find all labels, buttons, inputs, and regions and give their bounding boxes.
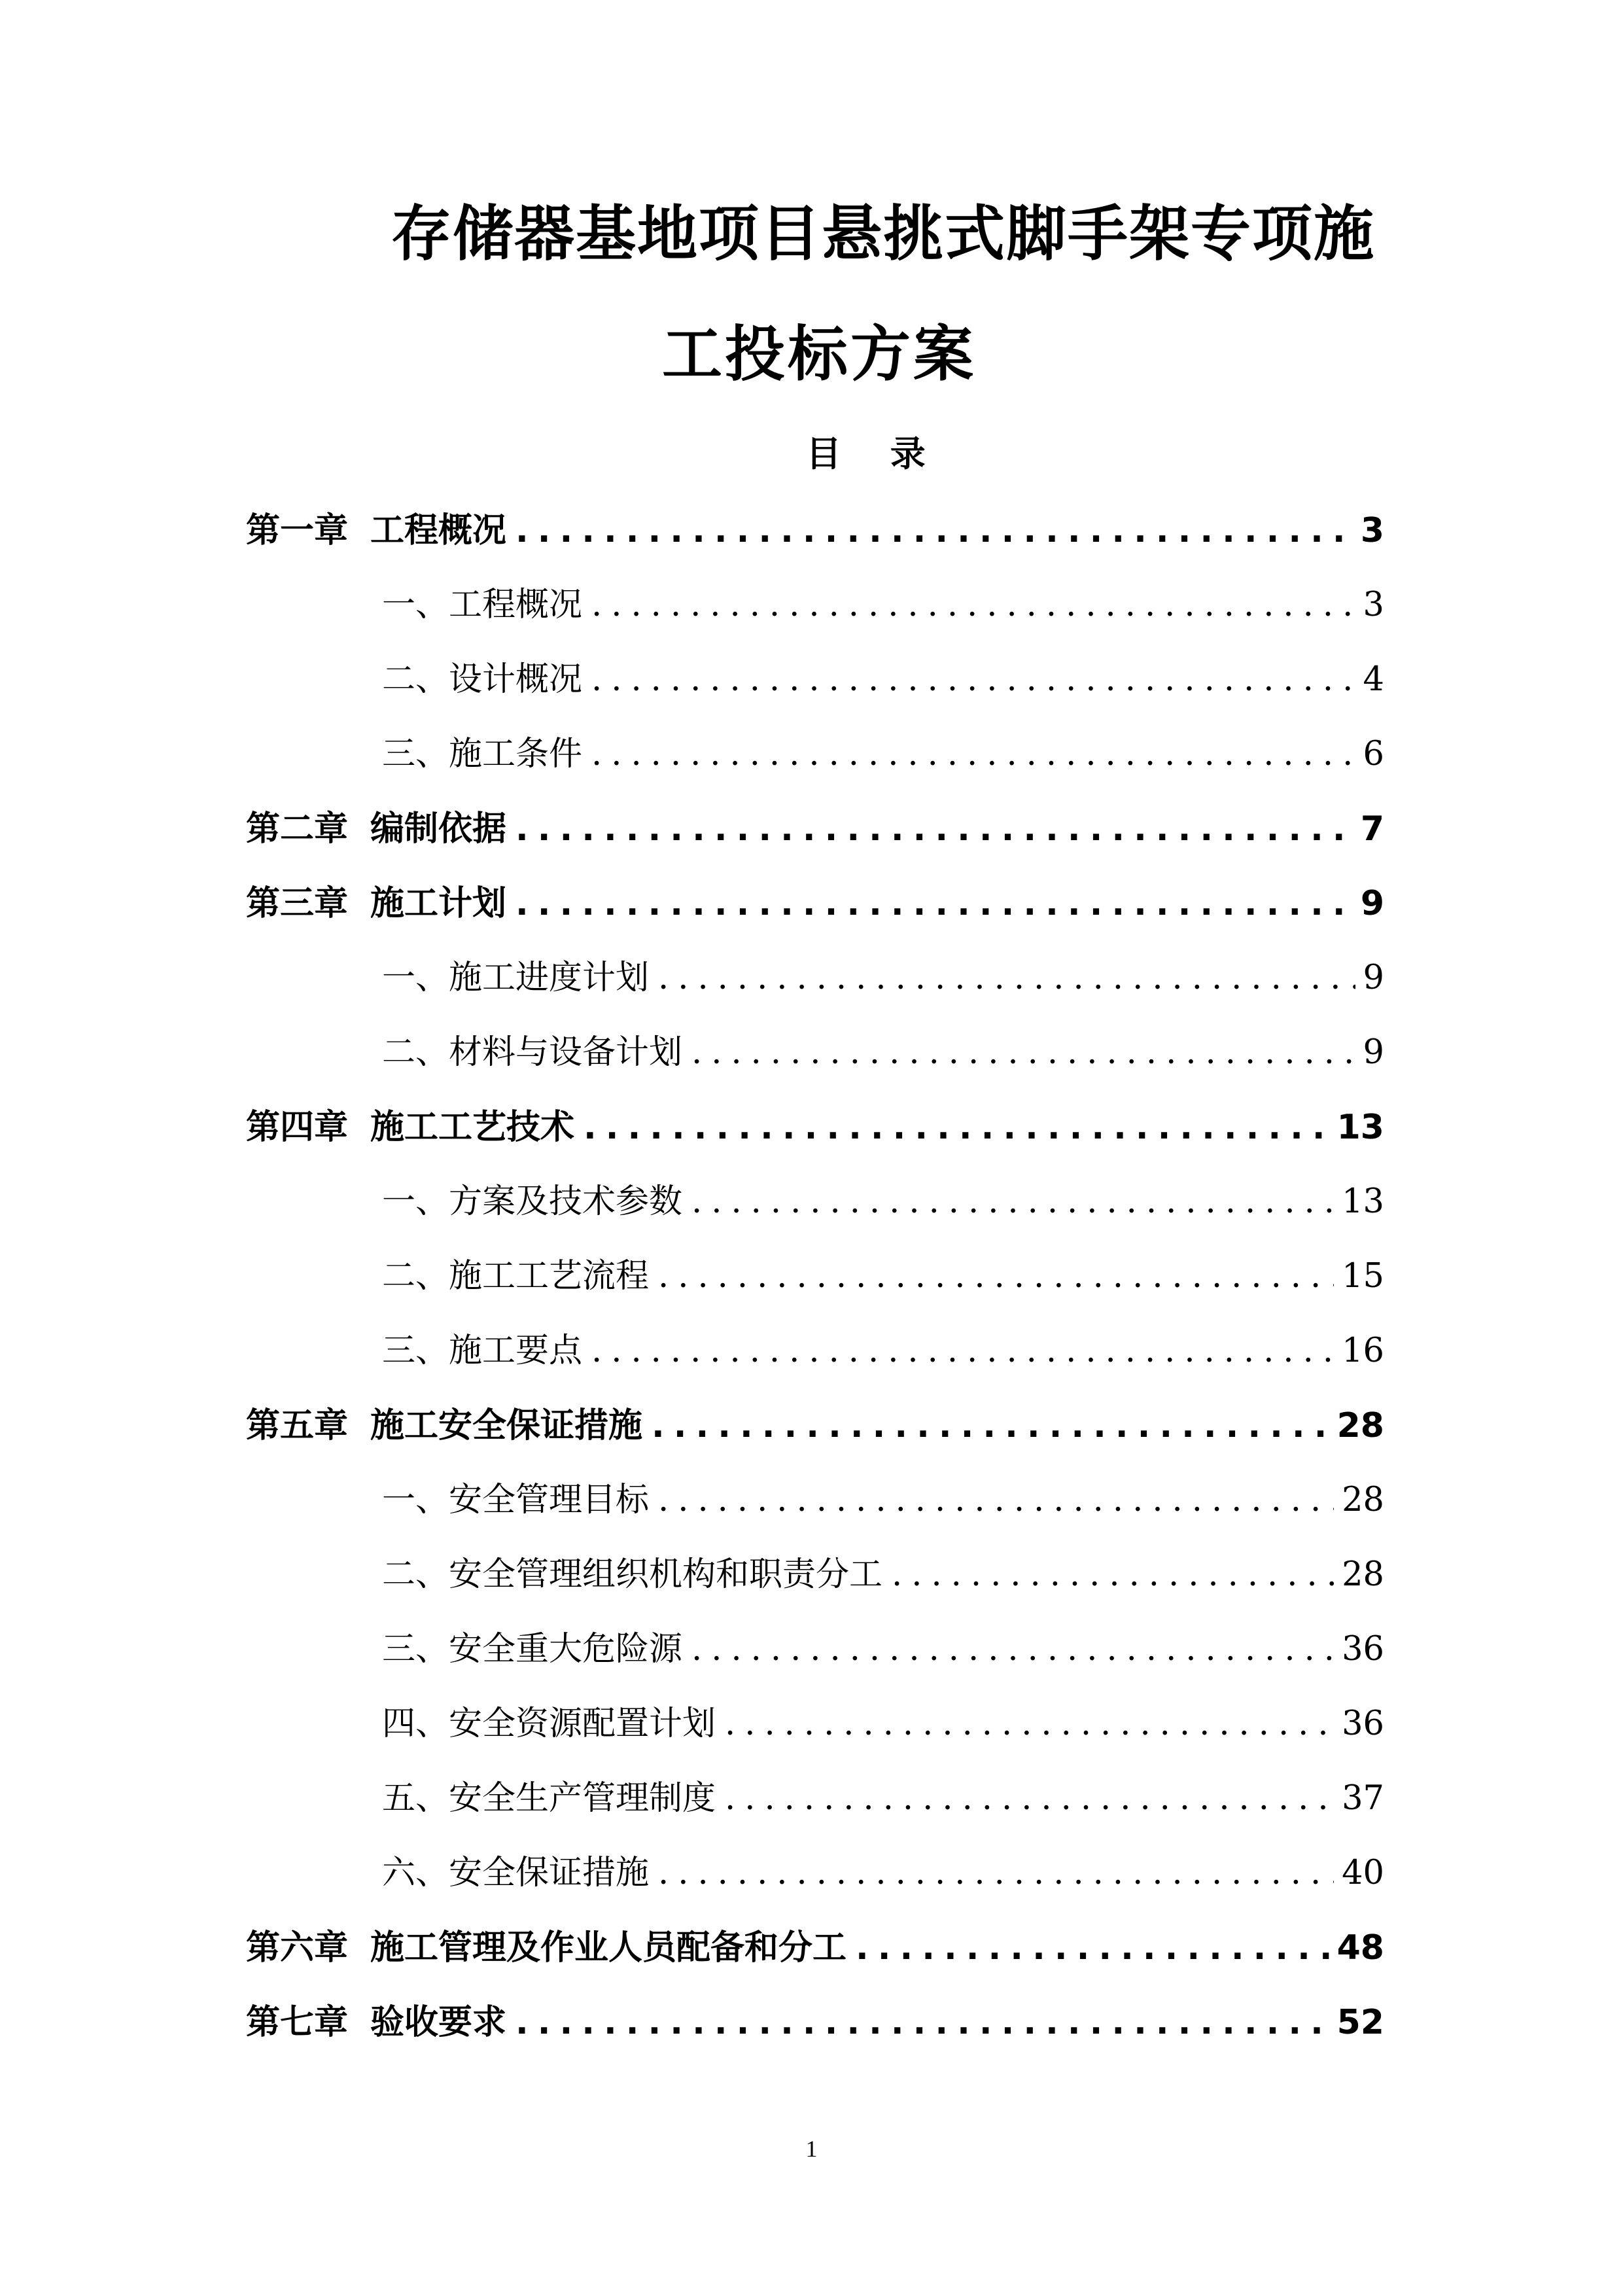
toc-entry-number: 三、 <box>382 735 449 773</box>
toc-chapter-entry[interactable] <box>246 875 1384 950</box>
toc-entry-title: 工程概况 <box>449 586 583 624</box>
toc-entry-page: 4 <box>1363 660 1384 699</box>
toc-entry-page: 13 <box>1342 1182 1384 1221</box>
toc-entry-number: 第一章 <box>246 511 349 550</box>
toc-section-entry[interactable] <box>246 1472 1384 1547</box>
toc-dot-leader <box>691 1621 1334 1678</box>
toc-entry-title: 设计概况 <box>449 660 583 699</box>
toc-entry-number: 三、 <box>382 1630 449 1669</box>
toc-chapter-entry[interactable] <box>246 801 1384 875</box>
toc-entry-title: 验收要求 <box>370 2003 507 2042</box>
toc-entry-title: 安全生产管理制度 <box>449 1779 716 1818</box>
toc-section-entry[interactable] <box>246 1771 1384 1845</box>
toc-dot-leader <box>591 726 1355 783</box>
toc-entry-number: 二、 <box>382 1555 449 1594</box>
toc-entry-number: 六、 <box>382 1854 449 1892</box>
toc-entry-page: 40 <box>1342 1854 1384 1892</box>
toc-entry-title: 施工要点 <box>449 1332 583 1370</box>
toc-entry-number: 一、 <box>382 586 449 624</box>
toc-entry-title: 安全管理目标 <box>449 1481 650 1519</box>
toc-section-entry[interactable] <box>246 1174 1384 1248</box>
toc-entry-page: 36 <box>1342 1704 1384 1743</box>
toc-entry-page: 9 <box>1360 884 1384 923</box>
toc-dot-leader <box>591 577 1355 633</box>
toc-chapter-entry[interactable] <box>246 1994 1384 2069</box>
document-title-line-2: 工投标方案 <box>662 319 977 389</box>
toc-entry-number: 二、 <box>382 1033 449 1072</box>
toc-entry-number: 一、 <box>382 1182 449 1221</box>
document-title-line-1: 存储器基地项目悬挑式脚手架专项施 <box>391 199 1376 269</box>
toc-dot-leader <box>658 1472 1334 1528</box>
toc-dot-leader <box>892 1547 1334 1603</box>
toc-dot-leader <box>691 1025 1355 1081</box>
toc-section-entry[interactable] <box>246 950 1384 1025</box>
toc-entry-title: 安全管理组织机构和职责分工 <box>449 1555 883 1594</box>
toc-dot-leader <box>591 1323 1334 1379</box>
toc-entry-page: 52 <box>1336 2003 1384 2042</box>
toc-dot-leader <box>515 875 1353 932</box>
toc-entry-title: 施工条件 <box>449 735 583 773</box>
toc-entry-page: 3 <box>1363 586 1384 624</box>
toc-entry-title: 施工安全保证措施 <box>370 1406 643 1445</box>
toc-chapter-entry[interactable] <box>246 1398 1384 1472</box>
toc-dot-leader <box>584 1099 1329 1156</box>
toc-dot-leader <box>658 950 1355 1006</box>
toc-heading: 目 录 <box>806 433 944 474</box>
toc-entry-title: 施工进度计划 <box>449 959 650 997</box>
toc-section-entry[interactable] <box>246 1025 1384 1099</box>
toc-entry-title: 安全保证措施 <box>449 1854 650 1892</box>
toc-entry-page: 13 <box>1336 1108 1384 1147</box>
toc-dot-leader <box>652 1398 1329 1454</box>
toc-dot-leader <box>856 1920 1329 1976</box>
toc-entry-number: 五、 <box>382 1779 449 1818</box>
toc-entry-title: 施工工艺技术 <box>370 1108 575 1147</box>
toc-entry-page: 3 <box>1360 511 1384 550</box>
toc-section-entry[interactable] <box>246 1248 1384 1323</box>
table-of-contents <box>246 503 1384 2069</box>
toc-entry-number: 第四章 <box>246 1108 349 1147</box>
toc-entry-title: 施工计划 <box>370 884 507 923</box>
toc-entry-page: 16 <box>1342 1332 1384 1370</box>
toc-entry-page: 15 <box>1342 1257 1384 1296</box>
page-number: 1 <box>805 2136 818 2162</box>
toc-entry-number: 第七章 <box>246 2003 349 2042</box>
toc-entry-title: 材料与设备计划 <box>449 1033 683 1072</box>
toc-dot-leader <box>515 801 1353 857</box>
toc-dot-leader <box>591 652 1355 708</box>
toc-entry-page: 6 <box>1363 735 1384 773</box>
toc-section-entry[interactable] <box>246 726 1384 801</box>
toc-entry-page: 36 <box>1342 1630 1384 1669</box>
toc-dot-leader <box>725 1696 1334 1752</box>
toc-section-entry[interactable] <box>246 652 1384 726</box>
toc-section-entry[interactable] <box>246 1547 1384 1621</box>
toc-entry-page: 7 <box>1360 809 1384 849</box>
toc-entry-title: 施工管理及作业人员配备和分工 <box>370 1928 847 1968</box>
toc-section-entry[interactable] <box>246 1845 1384 1920</box>
toc-entry-page: 9 <box>1363 1033 1384 1072</box>
toc-section-entry[interactable] <box>246 1621 1384 1696</box>
toc-section-entry[interactable] <box>246 577 1384 652</box>
toc-chapter-entry[interactable] <box>246 503 1384 577</box>
toc-entry-number: 第二章 <box>246 809 349 849</box>
toc-entry-number: 三、 <box>382 1332 449 1370</box>
toc-chapter-entry[interactable] <box>246 1099 1384 1174</box>
toc-entry-title: 工程概况 <box>370 511 507 550</box>
toc-entry-page: 37 <box>1342 1779 1384 1818</box>
toc-chapter-entry[interactable] <box>246 1920 1384 1994</box>
toc-entry-number: 第五章 <box>246 1406 349 1445</box>
toc-entry-number: 一、 <box>382 959 449 997</box>
toc-entry-number: 二、 <box>382 660 449 699</box>
toc-entry-title: 方案及技术参数 <box>449 1182 683 1221</box>
toc-section-entry[interactable] <box>246 1696 1384 1771</box>
toc-dot-leader <box>725 1771 1334 1827</box>
toc-entry-page: 9 <box>1363 959 1384 997</box>
toc-entry-title: 安全重大危险源 <box>449 1630 683 1669</box>
toc-entry-page: 28 <box>1336 1406 1384 1445</box>
toc-entry-number: 二、 <box>382 1257 449 1296</box>
toc-dot-leader <box>515 503 1353 559</box>
toc-entry-title: 编制依据 <box>370 809 507 849</box>
toc-dot-leader <box>515 1994 1329 2051</box>
toc-dot-leader <box>658 1248 1334 1305</box>
toc-entry-number: 一、 <box>382 1481 449 1519</box>
toc-entry-page: 28 <box>1342 1481 1384 1519</box>
toc-entry-page: 28 <box>1342 1555 1384 1594</box>
toc-entry-number: 第六章 <box>246 1928 349 1968</box>
toc-entry-page: 48 <box>1336 1928 1384 1968</box>
toc-entry-number: 四、 <box>382 1704 449 1743</box>
toc-entry-title: 施工工艺流程 <box>449 1257 650 1296</box>
toc-section-entry[interactable] <box>246 1323 1384 1398</box>
toc-entry-number: 第三章 <box>246 884 349 923</box>
toc-dot-leader <box>658 1845 1334 1901</box>
toc-dot-leader <box>691 1174 1334 1230</box>
toc-entry-title: 安全资源配置计划 <box>449 1704 716 1743</box>
